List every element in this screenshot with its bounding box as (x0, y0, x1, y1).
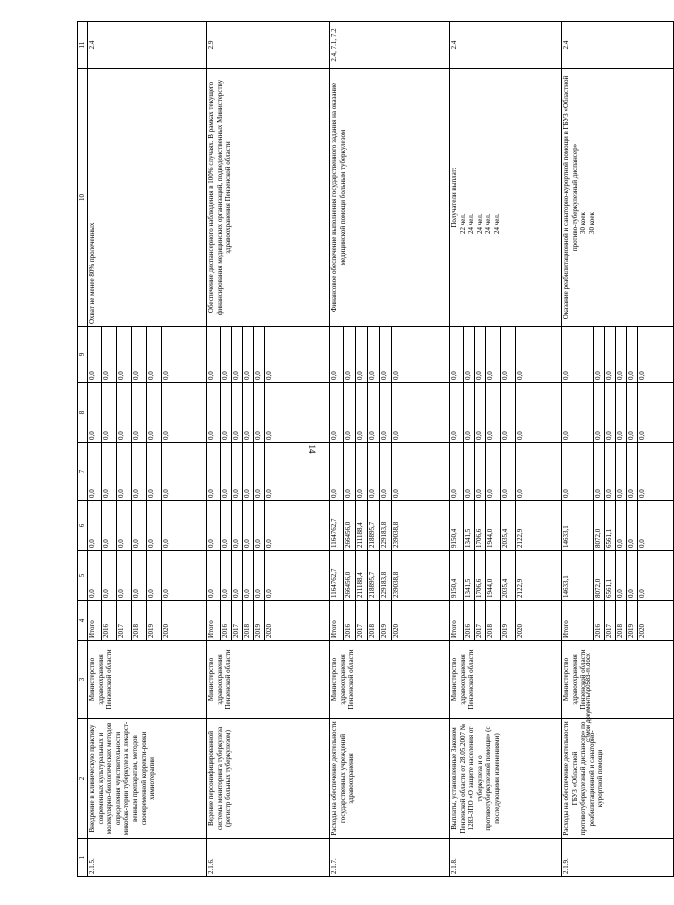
period-label: 2018 (243, 601, 254, 641)
period-label: 2016 (344, 601, 356, 641)
amount-cell: 0,0 (88, 551, 102, 601)
amount-cell: 0,0 (344, 383, 356, 443)
amount-cell: 0,0 (221, 501, 232, 551)
amount-cell: 218895,7 (368, 551, 380, 601)
amount-cell: 0,0 (368, 443, 380, 501)
amount-cell: 229183,8 (380, 551, 392, 601)
amount-cell: 0,0 (254, 383, 265, 443)
header-cell: 11 (78, 22, 88, 69)
amount-cell: 266456,0 (344, 551, 356, 601)
row-number: 2.1.7. (330, 839, 450, 877)
amount-cell: 0,0 (207, 443, 221, 501)
page-number: 14 (307, 444, 317, 454)
amount-cell: 0,0 (243, 383, 254, 443)
header-cell: 10 (78, 69, 88, 327)
amount-cell: 211188,4 (356, 551, 368, 601)
period-label: 2019 (501, 601, 516, 641)
amount-cell: 0,0 (516, 383, 562, 443)
amount-cell: 0,0 (464, 383, 475, 443)
amount-cell: 0,0 (627, 443, 638, 501)
expected-result (330, 69, 450, 327)
amount-cell: 0,0 (594, 383, 605, 443)
amount-cell: 0,0 (162, 551, 207, 601)
amount-cell: 0,0 (594, 327, 605, 383)
amount-cell: 0,0 (380, 443, 392, 501)
amount-cell: 0,0 (486, 383, 501, 443)
activity-name: Ведение персонифицированной системы мониторинга туберкулеза (регистр больных туберкулезом) (207, 719, 330, 839)
period-label: 2019 (147, 601, 162, 641)
amount-cell: 0,0 (265, 443, 330, 501)
amount-cell: 0,0 (88, 327, 102, 383)
amount-cell: 0,0 (594, 443, 605, 501)
table-row (450, 22, 464, 877)
result-line: Оказание реабилитационной и санаторно-курортной помощи в ГБУЗ «Областной противо-туберкулезный диспансер» (562, 75, 579, 320)
amount-cell: 1164762,7 (330, 551, 344, 601)
period-label: 2017 (117, 601, 132, 641)
activity-name: Расходы на обеспечение деятельности ГБУЗ «Областной противотуберкулезный диспансер» по реабилитационной и санаторно-курортной помощи (562, 719, 674, 839)
indicator-ref: 2.4 (562, 22, 674, 69)
period-label: 2017 (356, 601, 368, 641)
amount-cell: 0,0 (501, 443, 516, 501)
amount-cell: 0,0 (243, 501, 254, 551)
amount-cell: 0,0 (221, 327, 232, 383)
amount-cell: 0,0 (117, 383, 132, 443)
amount-cell: 0,0 (616, 551, 627, 601)
amount-cell: 0,0 (638, 551, 674, 601)
period-label: Итого (450, 601, 464, 641)
period-label: 2018 (486, 601, 501, 641)
amount-cell: 229183,8 (380, 501, 392, 551)
amount-cell: 1706,6 (475, 501, 486, 551)
amount-cell: 0,0 (627, 383, 638, 443)
amount-cell: 0,0 (102, 501, 117, 551)
amount-cell: 0,0 (147, 551, 162, 601)
amount-cell: 2035,4 (501, 501, 516, 551)
amount-cell: 0,0 (162, 327, 207, 383)
amount-cell: 1944,0 (486, 501, 501, 551)
amount-cell: 0,0 (207, 327, 221, 383)
amount-cell: 0,0 (616, 383, 627, 443)
table-header (78, 22, 88, 877)
activity-name: Внедрение в клиническую практику современных культуральных и молекулярно-биологических методов определения чувствительности микобак-терии туберкулеза к лекарст-венным препаратам, методов своевременной корректи-ровки химиотерапии (88, 719, 207, 839)
header-cell: 4 (78, 601, 88, 641)
table-row (207, 22, 221, 877)
table-row (88, 22, 102, 877)
amount-cell: 0,0 (368, 383, 380, 443)
table-row (330, 22, 344, 877)
amount-cell: 0,0 (616, 501, 627, 551)
period-label: 2017 (605, 601, 616, 641)
amount-cell: 0,0 (207, 383, 221, 443)
amount-cell: 0,0 (243, 327, 254, 383)
amount-cell: 0,0 (254, 443, 265, 501)
file-path-footer: c:\мои документы\p0583-m.docx (586, 653, 592, 742)
amount-cell: 9150,4 (450, 501, 464, 551)
amount-cell: 2122,9 (516, 551, 562, 601)
amount-cell: 0,0 (486, 327, 501, 383)
amount-cell: 0,0 (102, 327, 117, 383)
amount-cell: 0,0 (450, 443, 464, 501)
result-line: 24 чел. (467, 213, 476, 234)
amount-cell: 0,0 (516, 443, 562, 501)
amount-cell: 0,0 (464, 443, 475, 501)
amount-cell: 0,0 (162, 501, 207, 551)
result-line: 24 чел. (492, 213, 501, 234)
period-label: 2018 (616, 601, 627, 641)
result-line: 22 чел. (458, 213, 467, 234)
amount-cell: 0,0 (221, 551, 232, 601)
period-label: 2020 (516, 601, 562, 641)
result-line: Охват не менее 80% пролеченных (88, 222, 96, 324)
amount-cell: 0,0 (254, 551, 265, 601)
header-cell: 3 (78, 641, 88, 719)
result-line: Обеспечение диспансерного наблюдения в 100% случаях. В рамках текущего финансирования медицинских организаций, подведомственных Министерству здравоохранения Пензенской области (207, 79, 233, 316)
amount-cell: 6561,1 (605, 501, 616, 551)
row-number: 2.1.9. (562, 839, 674, 877)
amount-cell: 0,0 (147, 383, 162, 443)
amount-cell: 0,0 (117, 443, 132, 501)
amount-cell: 0,0 (368, 327, 380, 383)
amount-cell: 0,0 (265, 551, 330, 601)
row-number: 2.1.5. (88, 839, 207, 877)
amount-cell: 0,0 (356, 443, 368, 501)
amount-cell: 0,0 (232, 327, 243, 383)
amount-cell: 0,0 (232, 501, 243, 551)
amount-cell: 0,0 (475, 327, 486, 383)
executor: Министерство здравоохранения Пензенской области (207, 641, 330, 719)
period-label: 2017 (232, 601, 243, 641)
amount-cell: 0,0 (147, 327, 162, 383)
program-table (77, 21, 674, 877)
amount-cell: 0,0 (450, 327, 464, 383)
amount-cell: 211188,4 (356, 501, 368, 551)
amount-cell: 0,0 (344, 443, 356, 501)
amount-cell: 0,0 (344, 327, 356, 383)
amount-cell: 0,0 (232, 443, 243, 501)
amount-cell: 266456,0 (344, 501, 356, 551)
amount-cell: 0,0 (221, 383, 232, 443)
amount-cell: 0,0 (605, 327, 616, 383)
amount-cell: 0,0 (102, 443, 117, 501)
header-cell: 1 (78, 839, 88, 877)
expected-result (562, 69, 674, 327)
amount-cell: 1164762,7 (330, 501, 344, 551)
amount-cell: 0,0 (330, 327, 344, 383)
period-label: 2019 (254, 601, 265, 641)
amount-cell: 239038,8 (392, 501, 450, 551)
amount-cell: 218895,7 (368, 501, 380, 551)
amount-cell: 0,0 (475, 383, 486, 443)
indicator-ref: 2.4 (450, 22, 562, 69)
period-label: 2019 (380, 601, 392, 641)
amount-cell: 0,0 (501, 383, 516, 443)
table-row (562, 22, 594, 877)
header-cell: 2 (78, 719, 88, 839)
amount-cell: 0,0 (207, 551, 221, 601)
amount-cell: 0,0 (102, 551, 117, 601)
result-line: Получатели выплат: (450, 167, 458, 228)
result-line: 24 чел. (484, 213, 493, 234)
amount-cell: 0,0 (516, 327, 562, 383)
amount-cell: 0,0 (117, 327, 132, 383)
amount-cell: 0,0 (450, 383, 464, 443)
amount-cell: 0,0 (88, 383, 102, 443)
amount-cell: 0,0 (356, 383, 368, 443)
period-label: Итого (330, 601, 344, 641)
period-label: 2016 (221, 601, 232, 641)
amount-cell: 0,0 (638, 383, 674, 443)
amount-cell: 1706,6 (475, 551, 486, 601)
rotated-page (77, 22, 646, 877)
amount-cell: 14633,1 (562, 551, 594, 601)
amount-cell: 0,0 (265, 501, 330, 551)
period-label: 2016 (594, 601, 605, 641)
amount-cell: 0,0 (392, 383, 450, 443)
amount-cell: 0,0 (132, 443, 147, 501)
period-label: Итого (562, 601, 594, 641)
header-cell: 7 (78, 443, 88, 501)
amount-cell: 0,0 (627, 551, 638, 601)
executor: Министерство здравоохранения Пензенской области (562, 641, 674, 719)
amount-cell: 0,0 (605, 383, 616, 443)
result-line: Финансовое обеспечение выполнения государственного задания на оказание медицинской помощи больным туберкулезом (330, 82, 347, 313)
amount-cell: 1341,5 (464, 501, 475, 551)
amount-cell: 0,0 (330, 443, 344, 501)
amount-cell: 0,0 (486, 443, 501, 501)
amount-cell: 0,0 (638, 501, 674, 551)
period-label: 2016 (102, 601, 117, 641)
expected-result (450, 69, 562, 327)
amount-cell: 0,0 (392, 443, 450, 501)
amount-cell: 0,0 (132, 383, 147, 443)
amount-cell: 0,0 (380, 327, 392, 383)
amount-cell: 0,0 (117, 551, 132, 601)
amount-cell: 0,0 (162, 443, 207, 501)
expected-result (207, 69, 330, 327)
period-label: 2020 (162, 601, 207, 641)
amount-cell: 8072,0 (594, 551, 605, 601)
amount-cell: 0,0 (616, 443, 627, 501)
amount-cell: 0,0 (627, 327, 638, 383)
header-cell: 6 (78, 501, 88, 551)
amount-cell: 0,0 (243, 443, 254, 501)
period-label: 2018 (132, 601, 147, 641)
period-label: Итого (207, 601, 221, 641)
period-label: 2016 (464, 601, 475, 641)
amount-cell: 0,0 (330, 383, 344, 443)
amount-cell: 0,0 (88, 443, 102, 501)
amount-cell: 14633,1 (562, 501, 594, 551)
activity-name: Расходы на обеспечение деятельности государственных учреждений здравоохранения (330, 719, 450, 839)
header-cell: 5 (78, 551, 88, 601)
amount-cell: 0,0 (232, 383, 243, 443)
header-cell: 8 (78, 383, 88, 443)
amount-cell: 0,0 (147, 443, 162, 501)
period-label: 2019 (627, 601, 638, 641)
amount-cell: 0,0 (132, 551, 147, 601)
amount-cell: 1944,0 (486, 551, 501, 601)
amount-cell: 0,0 (102, 383, 117, 443)
amount-cell: 0,0 (207, 501, 221, 551)
indicator-ref: 2.9 (207, 22, 330, 69)
amount-cell: 0,0 (627, 501, 638, 551)
amount-cell: 0,0 (605, 443, 616, 501)
amount-cell: 2035,4 (501, 551, 516, 601)
table-body (88, 22, 674, 877)
amount-cell: 0,0 (254, 327, 265, 383)
amount-cell: 0,0 (562, 383, 594, 443)
amount-cell: 0,0 (265, 383, 330, 443)
amount-cell: 0,0 (475, 443, 486, 501)
amount-cell: 0,0 (243, 551, 254, 601)
result-line: 30 коек (579, 212, 588, 234)
period-label: 2020 (392, 601, 450, 641)
amount-cell: 0,0 (638, 327, 674, 383)
amount-cell: 0,0 (221, 443, 232, 501)
amount-cell: 0,0 (392, 327, 450, 383)
amount-cell: 0,0 (162, 383, 207, 443)
row-number: 2.1.8. (450, 839, 562, 877)
amount-cell: 0,0 (232, 551, 243, 601)
executor: Министерство здравоохранения Пензенской области (450, 641, 562, 719)
expected-result (88, 69, 207, 327)
amount-cell: 0,0 (356, 327, 368, 383)
amount-cell: 9150,4 (450, 551, 464, 601)
executor: Министерство здравоохранения Пензенской области (330, 641, 450, 719)
amount-cell: 0,0 (132, 501, 147, 551)
period-label: 2018 (368, 601, 380, 641)
amount-cell: 0,0 (117, 501, 132, 551)
period-label: 2020 (265, 601, 330, 641)
amount-cell: 0,0 (254, 501, 265, 551)
amount-cell: 0,0 (147, 501, 162, 551)
row-number: 2.1.6. (207, 839, 330, 877)
amount-cell: 2122,9 (516, 501, 562, 551)
result-line: 24 чел. (475, 213, 484, 234)
amount-cell: 0,0 (132, 327, 147, 383)
activity-name: Выплаты, установленные Законом Пензенской области от 28.05.2007 № 1283-ЗПО «О защите населения от туберкулеза и о противотуберкулезной помощи» (с последующими изменениями) (450, 719, 562, 839)
amount-cell: 0,0 (616, 327, 627, 383)
amount-cell: 1341,5 (464, 551, 475, 601)
amount-cell: 239038,8 (392, 551, 450, 601)
amount-cell: 0,0 (464, 327, 475, 383)
amount-cell: 6561,1 (605, 551, 616, 601)
period-label: 2017 (475, 601, 486, 641)
result-line: 30 коек (587, 212, 596, 234)
amount-cell: 0,0 (265, 327, 330, 383)
amount-cell: 0,0 (562, 443, 594, 501)
period-label: Итого (88, 601, 102, 641)
indicator-ref: 2.4, 7.1, 7.2 (330, 22, 450, 69)
amount-cell: 0,0 (638, 443, 674, 501)
executor: Министерство здравоохранения Пензенской области (88, 641, 207, 719)
header-cell: 9 (78, 327, 88, 383)
amount-cell: 0,0 (501, 327, 516, 383)
amount-cell: 0,0 (562, 327, 594, 383)
amount-cell: 0,0 (88, 501, 102, 551)
amount-cell: 0,0 (380, 383, 392, 443)
amount-cell: 8072,0 (594, 501, 605, 551)
period-label: 2020 (638, 601, 674, 641)
indicator-ref: 2.4 (88, 22, 207, 69)
